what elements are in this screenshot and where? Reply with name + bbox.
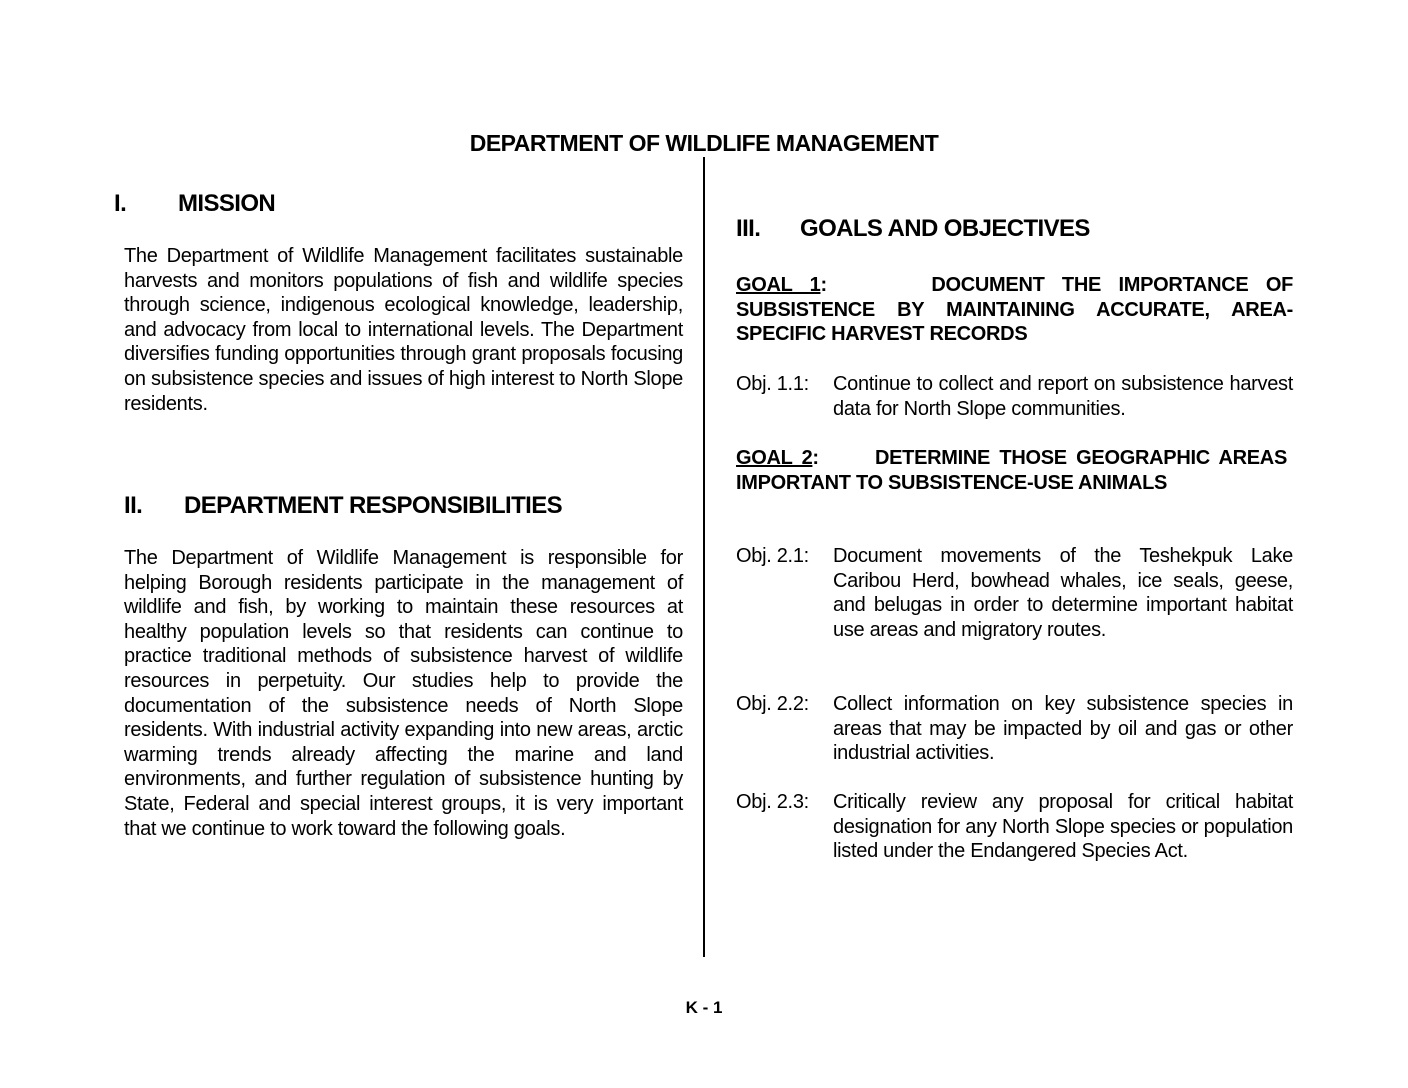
goal-text: DOCUMENT THE IMPORTANCE OF SUBSISTENCE BY MAINTAINING ACCURATE, AREA-SPECIFIC HARVEST RECORDS [736, 274, 1294, 346]
section-title: GOALS AND OBJECTIVES [800, 215, 1090, 242]
page-number: K - 1 [685, 998, 723, 1017]
objective-text: Collect information on key subsistence species in areas that may be impacted by oil and gas or other industrial activities. [833, 693, 1293, 765]
section-number: III. [736, 215, 761, 242]
mission-paragraph: The Department of Wildlife Management facilitates sustainable harvests and monitors populations of fish and wildlife species through science, indigenous ecological knowledge, leadership, and advocacy from local to international levels. The Department diversifies funding opportunities through grant proposals focusing on subsistence species and issues of high interest to North Slope residents. [124, 245, 683, 415]
objective-1-1 [736, 372, 1293, 421]
section-title: MISSION [178, 190, 276, 217]
goal-2: GOAL 2: DETERMINE THOSE GEOGRAPHIC AREAS IMPORTANT TO SUBSISTENCE-USE ANIMALS [736, 447, 1287, 494]
objective-text: Continue to collect and report on subsistence harvest data for North Slope communities. [833, 373, 1293, 420]
objective-text: Critically review any proposal for critical habitat designation for any North Slope species or population listed under the Endangered Species Act. [833, 791, 1293, 863]
section-heading-responsibilities [124, 492, 562, 520]
section-title: DEPARTMENT RESPONSIBILITIES [184, 492, 563, 519]
section-number: I. [114, 190, 127, 217]
section-heading-mission [114, 190, 275, 218]
objective-label: Obj. 1.1: [736, 373, 809, 395]
section-number: II. [124, 492, 143, 519]
section-heading-goals [736, 215, 1090, 243]
objective-label: Obj. 2.1: [736, 545, 809, 567]
objective-label: Obj. 2.2: [736, 693, 809, 715]
objective-text: Document movements of the Teshekpuk Lake Caribou Herd, bowhead whales, ice seals, geese, and belugas in order to determine important habitat use areas and migratory routes. [833, 545, 1293, 641]
objective-2-1 [736, 544, 1293, 642]
page-title: DEPARTMENT OF WILDLIFE MANAGEMENT [469, 130, 939, 156]
responsibilities-paragraph: The Department of Wildlife Management is responsible for helping Borough residents participate in the management of wildlife and fish, by working to maintain these resources at healthy population levels so that residents can continue to practice traditional methods of subsistence harvest of wildlife resources in perpetuity. Our studies help to provide the documentation of the subsistence needs of North Slope residents. With industrial activity expanding into new areas, arctic warming trends already affecting the marine and land environments, and further regulation of subsistence hunting by State, Federal and special interest groups, it is very important that we continue to work toward the following goals. [124, 547, 683, 840]
objective-2-2 [736, 692, 1293, 766]
objective-2-3 [736, 790, 1293, 864]
goal-text: DETERMINE THOSE GEOGRAPHIC AREAS IMPORTANT TO SUBSISTENCE-USE ANIMALS [736, 447, 1287, 494]
goal-tag: GOAL 2 [736, 447, 813, 469]
column-divider [703, 157, 705, 957]
goal-tag: GOAL 1 [736, 274, 821, 296]
goal-1: GOAL 1: DOCUMENT THE IMPORTANCE OF SUBSISTENCE BY MAINTAINING ACCURATE, AREA-SPECIFIC HARVEST RECORDS [736, 274, 1294, 346]
objective-label: Obj. 2.3: [736, 791, 809, 813]
